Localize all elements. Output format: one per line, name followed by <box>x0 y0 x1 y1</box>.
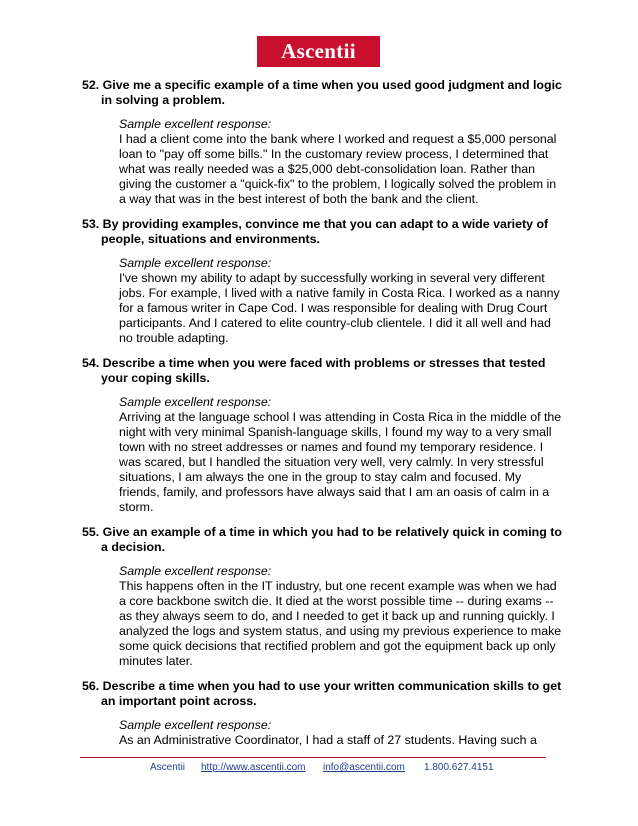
sample-response <box>119 117 562 207</box>
footer-divider <box>80 757 546 758</box>
question-52 <box>82 78 562 207</box>
sample-response-label: Sample excellent response: <box>119 117 272 131</box>
sample-response-label: Sample excellent response: <box>119 718 272 732</box>
question-heading: 55. Give an example of a time in which you had to be relatively quick in coming to a decision. <box>82 525 562 554</box>
sample-response-text: I've shown my ability to adapt by successfully working in several very different jobs. For example, I lived with a native family in Costa Rica. I worked as a nanny for a famous writer in Cape Cod. I was responsible for dealing with Drug Court participants. And I catered to elite country-club clientele. I did it all well and had no trouble adapting. <box>119 271 560 345</box>
sample-response-label: Sample excellent response: <box>119 564 272 578</box>
question-heading: 53. By providing examples, convince me that you can adapt to a wide variety of people, situations and environments. <box>82 217 549 246</box>
question-53 <box>82 217 562 346</box>
sample-response-text: This happens often in the IT industry, but one recent example was when we had a core backbone switch die. It died at the worst possible time -- during exams -- as they always seem to do, and I needed to get it back up and running quickly. I analyzed the logs and system status, and using my previous experience to make some quick decisions that rectified problem and got the equipment back up only minutes later. <box>119 579 562 668</box>
sample-response-text: I had a client come into the bank where I worked and request a $5,000 personal loan to "pay off some bills." In the customary review process, I determined that what was really needed was a $25,000 debt-consolidation loan. Rather than giving the customer a "quick-fix" to the problem, I logically solved the problem in a way that was in the best interest of both the bank and the client. <box>119 132 557 206</box>
footer-email-link[interactable]: info@ascentii.com <box>323 762 405 773</box>
page-footer <box>0 762 638 776</box>
footer-phone: 1.800.627.4151 <box>424 762 494 773</box>
question-56 <box>82 679 562 748</box>
question-heading: 54. Describe a time when you were faced with problems or stresses that tested your coping skills. <box>82 356 546 385</box>
footer-company: Ascentii <box>150 762 186 773</box>
sample-response-label: Sample excellent response: <box>119 395 272 409</box>
sample-response <box>119 256 562 346</box>
question-54 <box>82 356 562 515</box>
question-heading: 52. Give me a specific example of a time when you used good judgment and logic in solving a problem. <box>82 78 562 107</box>
qa-content <box>82 78 562 758</box>
sample-response <box>119 564 562 669</box>
ascentii-logo: Ascentii <box>257 36 380 67</box>
sample-response <box>119 718 562 748</box>
footer-website-link[interactable]: http://www.ascentii.com <box>201 762 306 773</box>
question-55 <box>82 525 562 669</box>
sample-response-text: As an Administrative Coordinator, I had a staff of 27 students. Having such a <box>119 733 537 747</box>
sample-response-text: Arriving at the language school I was attending in Costa Rica in the middle of the night with very minimal Spanish-language skills, I found my way to a very small town with no street addresses or names and found my temporary residence. I was scared, but I handled the situation very well, very calmly. In very stressful situations, I am always the one in the group to stay calm and focused. My friends, family, and professors have always said that I am an oasis of calm in a storm. <box>119 410 562 514</box>
sample-response <box>119 395 562 515</box>
question-heading: 56. Describe a time when you had to use your written communication skills to get an important point across. <box>82 679 562 708</box>
sample-response-label: Sample excellent response: <box>119 256 272 270</box>
